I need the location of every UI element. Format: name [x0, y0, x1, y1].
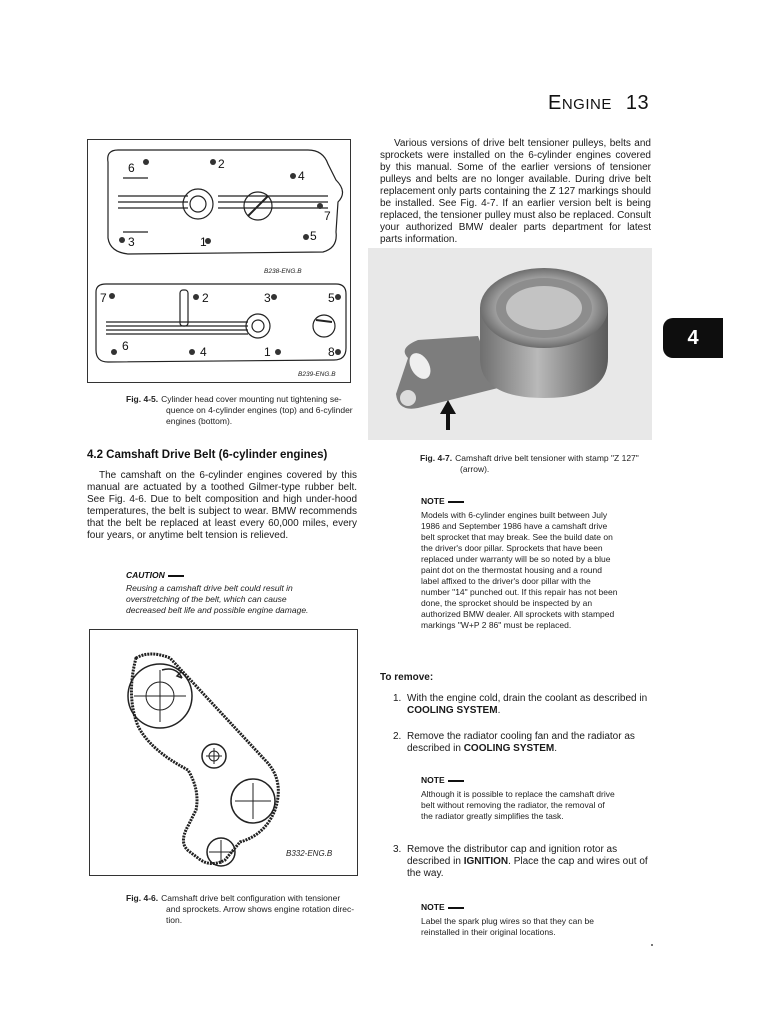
cover-6-cylinder	[96, 284, 346, 362]
callout-bottom-4: 4	[200, 345, 207, 359]
step-tail: .	[554, 743, 558, 754]
figure-4-7-caption-line2: (arrow).	[460, 464, 490, 474]
callout-bottom-1: 1	[264, 345, 271, 359]
step-tail: .	[497, 705, 501, 716]
figure-4-6-label: Fig. 4-6.	[126, 893, 159, 903]
figure-4-5-caption	[126, 394, 356, 427]
note-text: Models with 6-cylinder engines built between July 1986 and September 1986 have a camshaft drive belt sprocket that may break. See the build date on the driver's door pillar. Sprockets that have been replaced under warranty will be so noted by a blue paint dot on the thermostat housing and a round label affixed to the driver's door pillar with the number "14" punched out. If this repair has not been done, the sprocket should be inspected by an authorized BMW dealer. All sprockets with stamped markings "W+P 2 86" must be replaced.	[421, 510, 618, 630]
camshaft-belt-diagram	[90, 630, 357, 875]
cylinder-head-cover-diagram	[88, 140, 350, 382]
note-rule	[448, 907, 464, 909]
note-rule	[448, 501, 464, 503]
note-rule	[448, 780, 464, 782]
note-heading	[421, 775, 617, 785]
callout-top-2: 2	[218, 157, 225, 171]
figure-4-6-caption	[126, 893, 362, 926]
note-heading	[421, 902, 631, 912]
step-text: With the engine cold, drain the coolant as described in	[407, 693, 648, 704]
figure-4-5-label: Fig. 4-5.	[126, 394, 159, 404]
section-heading: 4.2 Camshaft Drive Belt (6-cylinder engines)	[87, 449, 328, 461]
figure-4-7-caption	[420, 453, 660, 475]
note-radiator	[421, 775, 617, 822]
callout-bottom-7: 7	[100, 291, 107, 305]
intro-paragraph: Various versions of drive belt tensioner pulleys, belts and sprockets were installed on the 6-cylinder engines covered by this manual. Some of the earlier versions of tensioner pulleys and belts are no longer available. During drive belt replacement only parts containing the Z 127 markings should be installed. See Fig. 4-7. If an earlier version belt is being replaced, the tensioner pulley must also be replaced. Consult your authorized BMW dealer parts department for latest parts information.	[380, 138, 651, 245]
step-text: Remove the radiator cooling fan and the radiator as described in	[407, 731, 635, 754]
procedure-step-1	[393, 693, 651, 717]
figure-4-5-caption-line1: Cylinder head cover mounting nut tightening se-	[161, 394, 342, 404]
caution-label: CAUTION	[126, 570, 165, 580]
callout-top-3: 3	[128, 235, 135, 249]
figure-4-5-caption-line2: quence on 4-cylinder engines (top) and 6-cylinder	[166, 405, 353, 415]
bottom-callouts	[100, 291, 335, 359]
page-header	[548, 92, 658, 115]
caution-text: Reusing a camshaft drive belt could result in overstretching of the belt, which can cause decreased belt life and possible engine damage.	[126, 583, 309, 615]
note-label: NOTE	[421, 902, 445, 912]
section-paragraph: The camshaft on the 6-cylinder engines covered by this manual are actuated by a toothed Gilmer-type rubber belt. See Fig. 4-6. Due to belt composition and high under-hood temperatures, the belt is subject to wear. BMW recommends that the belt be replaced at least every 60,000 miles, every four years, or anytime belt tension is relieved.	[87, 470, 357, 541]
top-callouts	[128, 157, 331, 249]
step-reference: IGNITION	[463, 856, 509, 867]
chapter-tab: 4	[663, 318, 723, 358]
cover-bottom-nuts	[109, 293, 341, 355]
step-reference: COOLING SYSTEM	[463, 743, 555, 754]
header-title-rest: NGINE	[561, 96, 612, 113]
step-number: 1.	[393, 693, 402, 704]
note-label: NOTE	[421, 496, 445, 506]
callout-top-5: 5	[310, 229, 317, 243]
note-text: Although it is possible to replace the camshaft drive belt without removing the radiator, the removal of the radiator greatly simplifies the task.	[421, 789, 615, 821]
note-spark-plug-wires	[421, 902, 631, 938]
callout-top-6: 6	[128, 161, 135, 175]
step-text: Remove the distributor cap and ignition rotor as described in	[407, 844, 618, 867]
stamp-bottom: B239-ENG.B	[298, 371, 336, 378]
callout-bottom-6: 6	[122, 339, 129, 353]
figure-4-5-caption-line3: engines (bottom).	[166, 416, 233, 426]
callout-top-4: 4	[298, 169, 305, 183]
callout-bottom-2: 2	[202, 291, 209, 305]
procedure-step-2	[393, 731, 651, 755]
figure-4-7	[368, 248, 652, 440]
step-tail: . Place the cap and wires out of the way.	[407, 856, 648, 879]
figure-4-6-caption-line2: and sprockets. Arrow shows engine rotation direc-	[166, 904, 355, 914]
figure-4-7-label: Fig. 4-7.	[420, 453, 453, 463]
procedure-step-3	[393, 844, 651, 880]
callout-top-1: 1	[200, 235, 207, 249]
note-build-date	[421, 496, 621, 631]
procedure-heading: To remove:	[380, 672, 434, 683]
note-label: NOTE	[421, 775, 445, 785]
callout-bottom-5: 5	[328, 291, 335, 305]
step-reference: COOLING SYSTEM	[407, 705, 498, 716]
caution-heading	[126, 570, 322, 580]
header-title-initial: E	[548, 92, 562, 114]
drive-belt	[131, 654, 278, 864]
tensioner-photo	[368, 248, 652, 440]
figure-4-6-caption-line1: Camshaft drive belt configuration with tensioner	[161, 893, 341, 903]
stamp-fig46: B332-ENG.B	[286, 849, 333, 858]
figure-4-7-caption-line1: Camshaft drive belt tensioner with stamp "Z 127"	[455, 453, 639, 463]
callout-top-7: 7	[324, 209, 331, 223]
callout-bottom-8: 8	[328, 345, 335, 359]
figure-4-6-caption-line3: tion.	[166, 915, 183, 925]
page-number: 13	[625, 92, 650, 114]
note-heading	[421, 496, 621, 506]
stamp-top: B238-ENG.B	[264, 268, 302, 275]
caution-block	[126, 570, 322, 616]
step-number: 2.	[393, 731, 402, 742]
figure-4-5	[87, 139, 351, 383]
note-text: Label the spark plug wires so that they can be reinstalled in their original locations.	[421, 916, 594, 937]
figure-4-6	[89, 629, 358, 876]
callout-bottom-3: 3	[264, 291, 271, 305]
caution-rule	[168, 575, 184, 577]
scan-speck	[651, 944, 653, 946]
step-number: 3.	[393, 844, 402, 855]
